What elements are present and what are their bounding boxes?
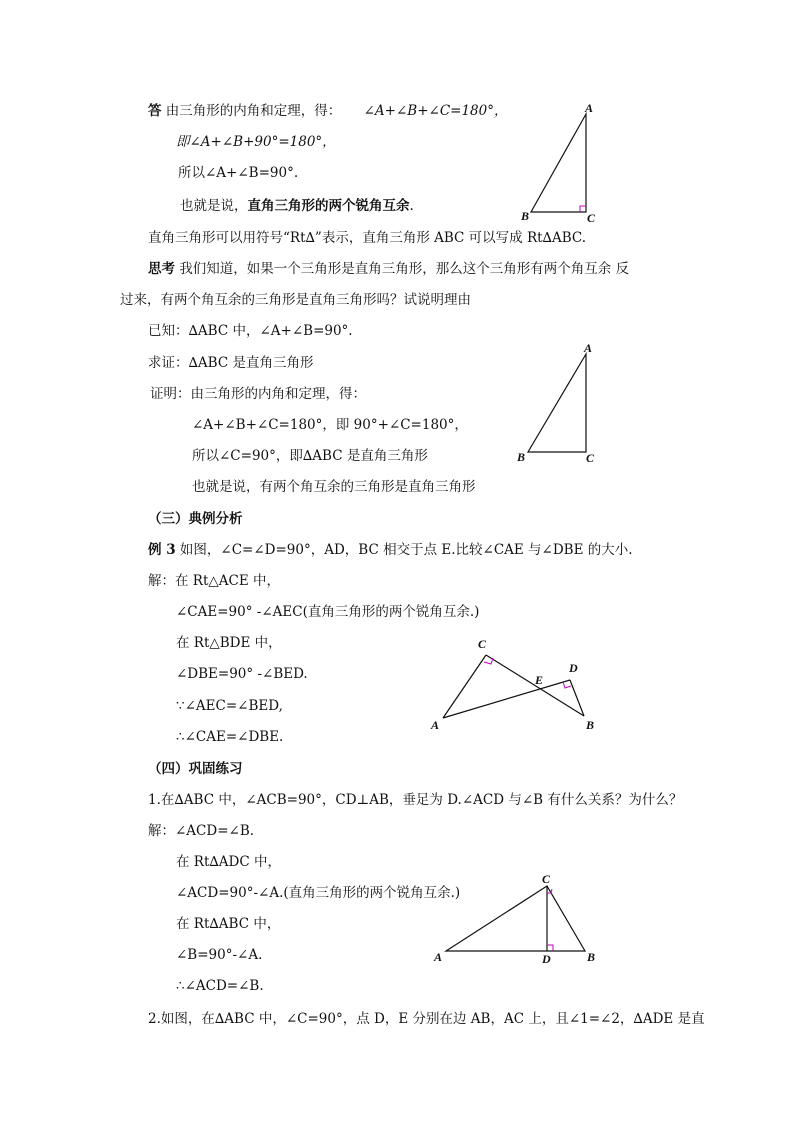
proof-step-3: 也就是说，有两个角互余的三角形是直角三角形 [192, 479, 476, 495]
vertex-label-d: D [569, 661, 578, 675]
vertex-label-c: C [586, 451, 595, 465]
point-label-e: E [535, 673, 544, 687]
vertex-label-c: C [542, 872, 551, 886]
summary-prefix: 也就是说， [180, 198, 248, 214]
foot-label-d: D [542, 952, 551, 966]
rt-notation-note: 直角三角形可以用符号“Rt∆”表示，直角三角形 ABC 可以写成 Rt∆ABC. [148, 230, 587, 246]
example-text: 如图，∠C=∠D=90°，AD，BC 相交于点 E.比较∠CAE 与∠DBE 的大小. [175, 542, 633, 558]
think-text-2: 过来，有两个角互余的三角形是直角三角形吗？试说明理由 [120, 292, 471, 308]
answer-text: 由三角形的内角和定理，得： [161, 103, 342, 119]
equation-line: 即∠A+∠B+90°=180°， [176, 134, 336, 150]
vertex-label-a: A [434, 950, 443, 964]
example-label: 例 3 [148, 542, 176, 558]
segment-db [570, 680, 584, 716]
right-angle-mark [580, 206, 586, 212]
think-text-1: 我们知道，如果一个三角形是直角三角形，那么这个三角形有两个角互余 反 [175, 261, 630, 277]
proof-step-1: ∠A+∠B+∠C=180°，即 90°+∠C=180°， [192, 417, 468, 433]
practice-heading: （四）巩固练习 [148, 761, 243, 777]
vertex-label-c: C [478, 637, 487, 651]
right-angle-mark-d [547, 945, 553, 951]
vertex-label-c: C [587, 211, 596, 225]
proof-step-2: 所以∠C=90°，即∆ABC 是直角三角形 [192, 448, 428, 464]
answer-line-1: 解：∠ACD=∠B. [148, 823, 255, 839]
practice-question-1: 1.在∆ABC 中，∠ACB=90°，CD⊥AB，垂足为 D.∠ACD 与∠B 有什么关系？为什么？ [148, 792, 683, 808]
summary-theorem: 直角三角形的两个锐角互余 [247, 198, 410, 214]
segment-ac [443, 655, 486, 718]
solution-line-3: 在 Rt△BDE 中， [176, 635, 282, 651]
vertex-label-a: A [585, 101, 594, 115]
proof-line: 证明：由三角形的内角和定理，得： [150, 386, 366, 402]
triangle-abc [528, 354, 586, 452]
vertex-label-b: B [587, 950, 596, 964]
triangle-figure-1 [515, 98, 605, 228]
angle-sum-equation: ∠A+∠B+∠C=180°， [363, 103, 508, 119]
answer-line-6: ∴∠ACD=∠B. [176, 978, 264, 994]
vertex-label-a: A [431, 718, 440, 732]
answer-line [148, 102, 507, 120]
triangle-figure-2 [514, 340, 604, 470]
segment-ad [443, 680, 570, 718]
solution-line-2: ∠CAE=90° -∠AEC(直角三角形的两个锐角互余.) [176, 604, 480, 620]
vertex-label-b: B [517, 450, 526, 464]
solution-line-1: 解：在 Rt△ACE 中， [148, 573, 280, 589]
vertex-label-b: B [586, 718, 595, 732]
solution-line-4: ∠DBE=90° -∠BED. [176, 666, 308, 682]
given-line: 已知：∆ABC 中，∠A+∠B=90°. [148, 323, 353, 339]
vertex-label-b: B [521, 209, 530, 223]
triangle-abc [446, 886, 585, 951]
think-label: 思考 [148, 261, 175, 277]
prove-line: 求证：∆ABC 是直角三角形 [148, 355, 314, 371]
example-problem [148, 541, 633, 559]
summary-line [180, 197, 414, 215]
conclusion-line: 所以∠A+∠B=90°. [178, 165, 299, 181]
answer-line-2: 在 Rt∆ADC 中， [176, 854, 282, 870]
think-paragraph [148, 260, 629, 278]
example-heading: （三）典例分析 [148, 511, 243, 527]
crossed-triangles-figure [425, 632, 605, 737]
answer-line-3: ∠ACD=90°-∠A.(直角三角形的两个锐角互余.) [176, 885, 461, 901]
triangle-abc [531, 114, 586, 212]
answer-label: 答 [148, 103, 162, 119]
answer-line-4: 在 Rt∆ABC 中， [176, 916, 281, 932]
right-angle-mark-d [563, 682, 571, 688]
answer-line-5: ∠B=90°-∠A. [176, 947, 263, 963]
practice-question-2: 2.如图，在∆ABC 中，∠C=90°，点 D，E 分别在边 AB，AC 上，且∠1=∠2，∆ADE 是直 [148, 1011, 705, 1027]
vertex-label-a: A [584, 341, 593, 355]
solution-line-6: ∴∠CAE=∠DBE. [176, 729, 284, 745]
solution-line-5: ∵∠AEC=∠BED, [176, 698, 283, 714]
altitude-triangle-figure [430, 870, 605, 970]
summary-period: . [409, 198, 414, 214]
